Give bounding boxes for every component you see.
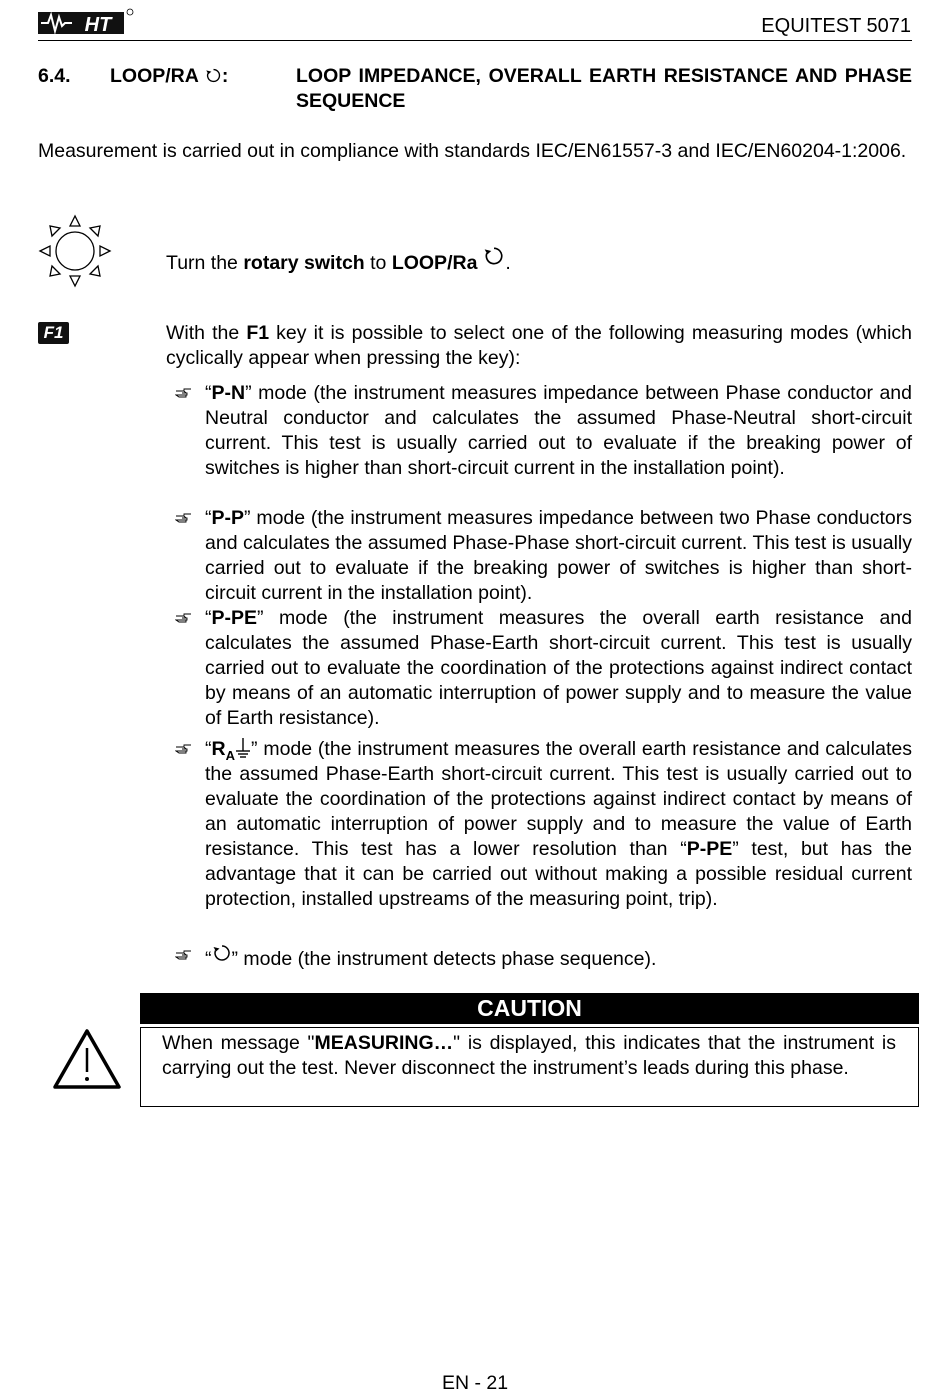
mode-description: mode (the instrument detects phase sequence).: [238, 948, 657, 970]
quote-open: “: [680, 838, 687, 860]
rotary-after: .: [505, 252, 511, 274]
intro-paragraph: Measurement is carried out in compliance with standards IEC/EN61557-3 and IEC/EN60204-1:2006.: [38, 140, 907, 162]
mode-item-p-p: [205, 506, 912, 606]
quote-open: “: [205, 738, 212, 760]
caution-message: MEASURING…: [314, 1032, 454, 1054]
f1-key-badge: F1: [38, 322, 69, 344]
mode-description: mode (the instrument measures impedance between two Phase conductors and calculates the assumed Phase-Phase short-circuit current. This test is usually carried out to evaluate if the breaking power of switches is higher than short-circuit current in the installation point).: [205, 507, 912, 604]
mode-reference: P-PE: [686, 838, 733, 860]
mode-item-p-n: [205, 381, 912, 481]
mode-item-ra-earth: [205, 737, 912, 912]
section-label-text: LOOP/RA: [110, 65, 199, 87]
rotary-before: Turn the: [166, 252, 244, 274]
logo-text: HT: [84, 14, 112, 36]
quote-close: ”: [245, 382, 252, 404]
mode-description-continued: test, but has the advantage that it can be carried out without making a possible residual current protection, installed upstreams of the measuring point, trip).: [205, 838, 912, 910]
mode-item-phase-sequence: [205, 943, 912, 972]
quote-close: ”: [244, 507, 251, 529]
caution-text: [162, 1031, 896, 1081]
ht-logo: [38, 4, 136, 36]
section-number: 6.4.: [38, 65, 71, 87]
caution-before: When message ": [162, 1032, 315, 1054]
caution-heading: CAUTION: [140, 993, 919, 1024]
f1-before: With the: [166, 322, 247, 344]
pointing-hand-icon: [175, 949, 193, 961]
earth-ground-icon: [235, 737, 251, 759]
page-number: EN - 21: [441, 1372, 509, 1394]
pointing-hand-icon: [175, 743, 193, 755]
quote-close: ”: [257, 607, 264, 629]
rotary-mid: to: [364, 252, 392, 274]
mode-name: R: [211, 738, 226, 760]
rotary-switch-term: rotary switch: [243, 252, 365, 274]
phase-rotation-icon: [205, 67, 222, 84]
section-label: [110, 64, 228, 89]
phase-rotation-icon: [212, 943, 232, 963]
pointing-hand-icon: [175, 387, 193, 399]
mode-description: mode (the instrument measures the overall earth resistance and calculates the assumed Phase-Earth short-circuit current. This test is usually carried out to evaluate the coordination of the protections against indirect contact by means of an automatic interruption of power supply and to measure the value of Earth resistance. This test has a lower resolution than: [205, 738, 912, 860]
section-label-colon: :: [221, 65, 229, 87]
phase-rotation-icon: [483, 245, 505, 267]
f1-step-text: [166, 321, 912, 371]
quote-close: ”: [732, 838, 739, 860]
document-title: EQUITEST 5071: [761, 15, 911, 37]
quote-open: “: [205, 507, 212, 529]
section-title: LOOP IMPEDANCE, OVERALL EARTH RESISTANCE AND PHASE SEQUENCE: [296, 65, 912, 112]
f1-key-term: F1: [246, 322, 270, 344]
mode-item-p-pe: [205, 606, 912, 731]
caution-after: " is displayed, this indicates that the instrument is carrying out the test. Never disconnect the instrument’s leads during this phase.: [162, 1032, 896, 1079]
warning-triangle-icon: [52, 1028, 122, 1090]
quote-open: “: [205, 607, 212, 629]
mode-description: mode (the instrument measures impedance between Phase conductor and Neutral conductor and calculates the assumed Phase-Neutral short-circuit current. This test is usually carried out to evaluate if the breaking power of switches is higher than short-circuit current in the installation point).: [205, 382, 912, 479]
header-divider: [38, 40, 912, 41]
rotary-position: LOOP/Ra: [391, 252, 478, 274]
mode-name: P-N: [211, 382, 246, 404]
rotary-switch-icon: [36, 212, 114, 290]
mode-subscript: A: [225, 747, 235, 763]
quote-close: ”: [231, 948, 238, 970]
quote-close: ”: [250, 738, 258, 760]
pointing-hand-icon: [175, 612, 193, 624]
mode-name: P-PE: [211, 607, 258, 629]
quote-open: “: [205, 382, 212, 404]
f1-after: key it is possible to select one of the following measuring modes (which cyclically appear when pressing the key):: [166, 322, 912, 369]
pointing-hand-icon: [175, 512, 193, 524]
quote-open: “: [205, 948, 212, 970]
rotary-step-text: [166, 245, 511, 276]
mode-description: mode (the instrument measures the overall earth resistance and calculates the assumed Phase-Earth short-circuit current. This test is usually carried out to evaluate the coordination of the protections against indirect contact by means of an automatic interruption of power supply and to measure the value of Earth resistance).: [205, 607, 912, 729]
mode-name: P-P: [211, 507, 245, 529]
